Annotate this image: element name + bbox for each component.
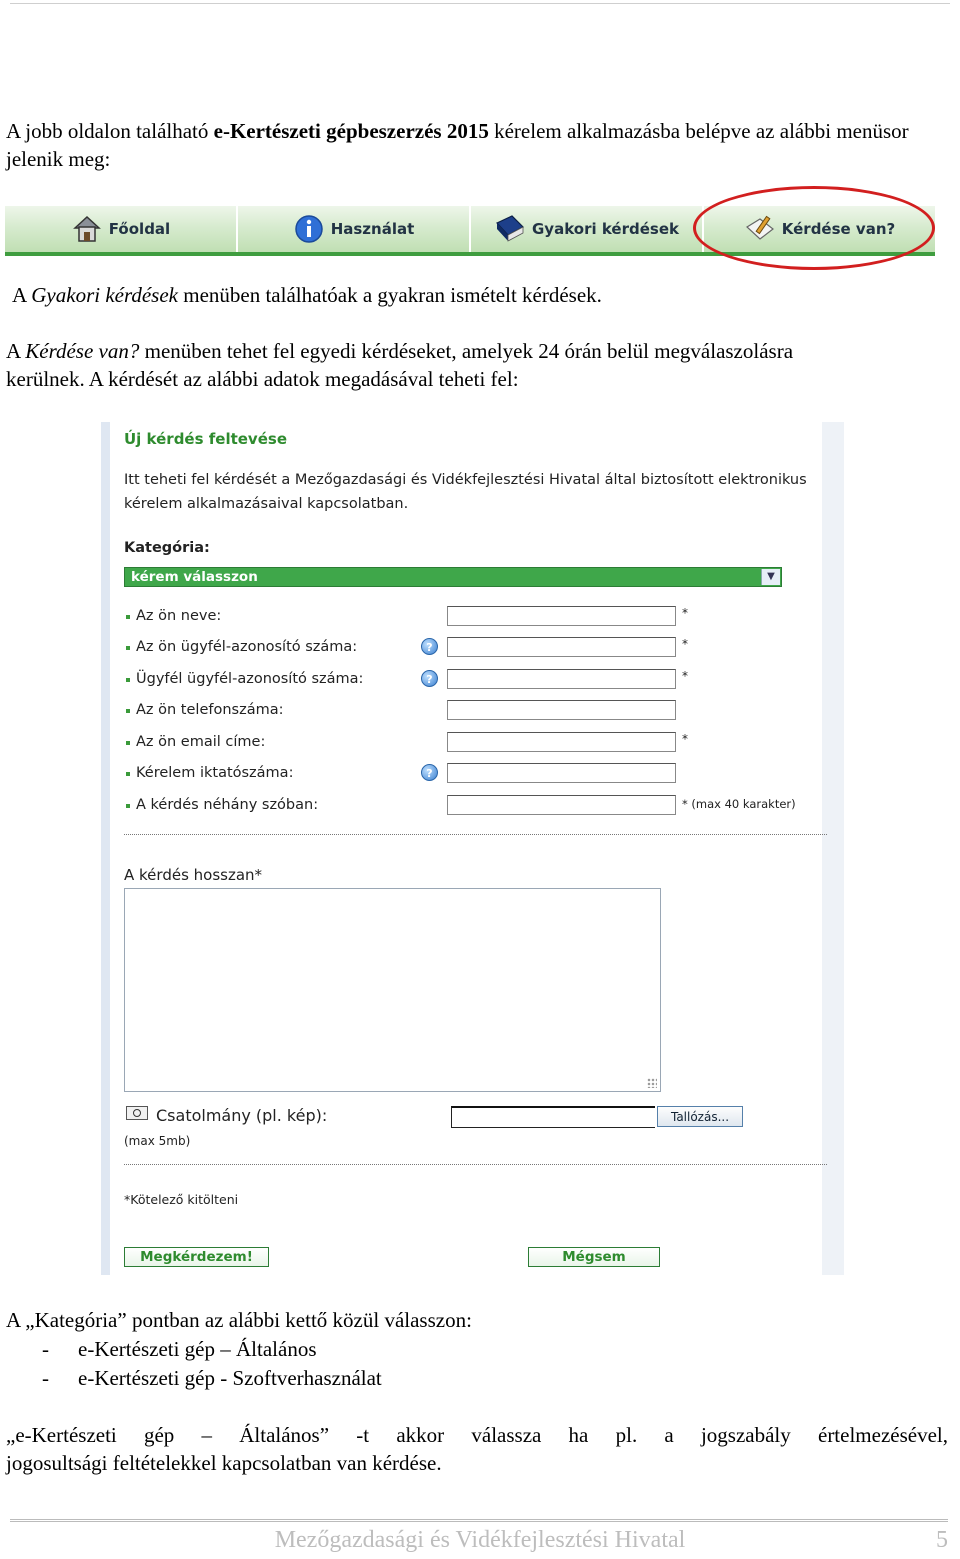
faq-paragraph [12,281,954,309]
field-row-short-question [124,795,824,819]
bullet-icon [126,709,130,713]
required-mark: * [682,732,688,746]
category-paragraph: A „Kategória” pontban az alábbi kettő közül válasszon: [6,1308,472,1332]
house-icon [71,213,103,245]
camera-icon [126,1106,148,1120]
help-icon[interactable]: ? [421,638,438,655]
menu-label-usage: Használat [330,220,415,238]
form-title: Új kérdés feltevése [124,430,287,448]
field-label: Az ön email címe: [136,734,266,750]
menu-label-faq: Gyakori kérdések [532,220,679,238]
list-item-text: e-Kertészeti gép – Általános [78,1337,317,1361]
faq-text-end: menüben találhatóak a gyakran ismételt kérdések. [178,283,602,307]
form-right-border [822,422,844,1275]
dotted-divider [124,1164,827,1165]
help-icon[interactable]: ? [421,764,438,781]
field-row-filing-number [124,763,824,787]
menu-label-ask: Kérdése van? [781,220,896,238]
bullet-icon [126,678,130,682]
help-icon[interactable]: ? [421,670,438,687]
cancel-button[interactable]: Mégsem [528,1247,660,1267]
attachment-size-note: (max 5mb) [124,1134,191,1148]
bullet-icon [126,615,130,619]
ask-paragraph [6,337,948,393]
attachment-file-input[interactable] [451,1106,655,1128]
field-label: Kérelem iktatószáma: [136,765,294,781]
general-paragraph [6,1421,948,1477]
filing-number-input[interactable] [447,763,676,783]
list-item [42,1335,317,1363]
field-label: Az ön neve: [136,608,222,624]
long-question-label: A kérdés hosszan* [124,866,263,884]
ask-menu-name: Kérdése van? [25,339,140,363]
required-mark: * [682,637,688,651]
short-question-input[interactable] [447,795,676,815]
general-line2: jogosultsági feltételekkel kapcsolatban van kérdése. [6,1451,442,1475]
required-mark: * [682,606,688,620]
faq-text: A [12,283,32,307]
field-row-phone [124,700,824,724]
form-intro: Itt teheti fel kérdését a Mezőgazdasági és Vidékfejlesztési Hivatal által biztosított elektronikus kérelem alkalmazásaival kapcsolatban. [124,472,807,512]
ask-text-end: menüben tehet fel egyedi kérdéseket, amelyek 24 órán belül megválaszolásra [139,339,794,363]
question-form [101,422,844,1275]
book-icon [494,213,526,245]
max-length-note: * (max 40 karakter) [682,797,796,811]
pencil-note-icon [744,213,776,245]
required-note: *Kötelező kitölteni [124,1192,239,1207]
email-input[interactable] [447,732,676,752]
field-row-name [124,606,824,630]
ask-text-line2: kerülnek. A kérdését az alábbi adatok megadásával teheti fel: [6,367,519,391]
field-label: Ügyfél ügyfél-azonosító száma: [136,671,364,687]
resize-grip-icon[interactable] [647,1078,657,1088]
client-id-input[interactable] [447,669,676,689]
menu-bar [5,206,935,256]
footer-organization: Mezőgazdasági és Vidékfejlesztési Hivatal [274,1527,686,1553]
faq-menu-name: Gyakori kérdések [31,283,178,307]
category-label: Kategória: [124,540,210,556]
bullet-icon [126,741,130,745]
intro-paragraph [6,117,948,173]
ask-text: A [6,339,26,363]
general-line1: „e-Kertészeti gép – Általános” -t akkor válassza ha pl. a jogszabály értelmezésével, [6,1423,948,1447]
attachment-label: Csatolmány (pl. kép): [156,1106,328,1125]
list-dash: - [42,1366,49,1390]
menu-item-usage[interactable] [238,206,471,252]
field-row-client-id [124,669,824,693]
menu-item-faq[interactable] [471,206,704,252]
page-number: 5 [936,1527,948,1553]
info-icon [293,213,325,245]
intro-text-end: kérelem alkalmazásba belépve az alábbi menüsor jelenik meg: [6,119,909,171]
menu-item-home[interactable] [5,206,238,252]
own-client-id-input[interactable] [447,637,676,657]
menu-item-ask[interactable] [704,206,935,252]
bullet-icon [126,646,130,650]
dotted-divider [124,834,827,835]
field-label: A kérdés néhány szóban: [136,797,319,813]
menu-label-home: Főoldal [108,220,171,238]
top-divider [10,3,950,4]
chevron-down-icon[interactable]: ▼ [761,569,780,585]
field-label: Az ön ügyfél-azonosító száma: [136,639,358,655]
footer-divider [10,1519,948,1522]
long-question-textarea[interactable] [124,888,661,1092]
list-item-text: e-Kertészeti gép - Szoftverhasználat [78,1366,382,1390]
name-input[interactable] [447,606,676,626]
field-label: Az ön telefonszáma: [136,702,284,718]
field-row-email [124,732,824,756]
phone-input[interactable] [447,700,676,720]
required-mark: * [682,669,688,683]
field-row-own-client-id [124,637,824,661]
bullet-icon [126,772,130,776]
category-select-value: kérem válasszon [131,569,258,585]
submit-button[interactable]: Megkérdezem! [124,1247,269,1267]
intro-text: A jobb oldalon található [6,119,214,143]
intro-app-name: e-Kertészeti gépbeszerzés 2015 [213,119,489,143]
browse-button[interactable]: Tallózás... [657,1106,743,1127]
form-left-border [101,422,110,1275]
bullet-icon [126,804,130,808]
list-dash: - [42,1337,49,1361]
list-item [42,1364,382,1392]
category-select[interactable] [124,567,782,587]
